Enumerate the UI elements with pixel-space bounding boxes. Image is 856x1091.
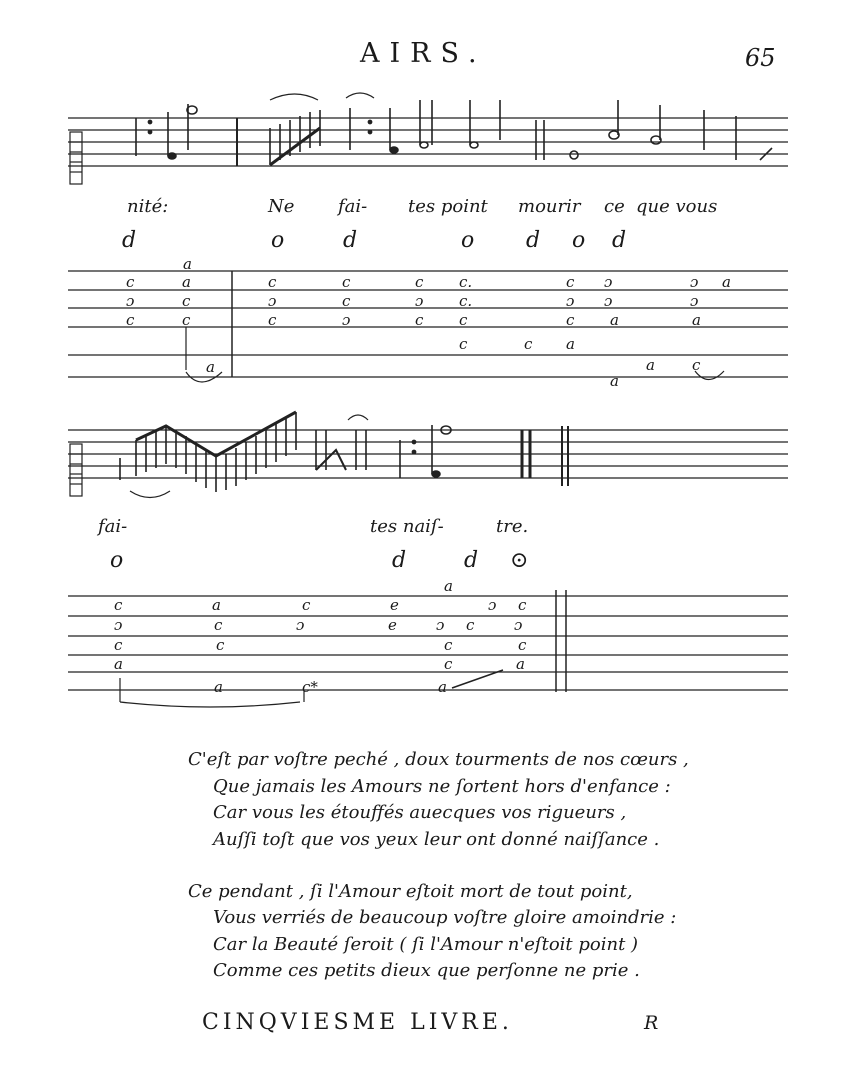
tab-letter: c <box>415 273 424 291</box>
poem-line: Car vous les étouffés auecques vos rigueurs , <box>213 802 627 823</box>
page-number: 65 <box>745 44 776 72</box>
rhythm-sign: o <box>110 548 124 573</box>
tab-letter: ɔ <box>268 292 277 310</box>
tab-letter: c <box>114 636 123 654</box>
tab-letter: e <box>390 596 399 614</box>
tab-letter: c <box>114 596 123 614</box>
tab-letter: ɔ <box>296 616 305 634</box>
tab-letter: a <box>214 678 223 696</box>
tab-letter: c <box>126 273 135 291</box>
tab-letter: c <box>182 292 191 310</box>
tab-letter: c <box>524 335 533 353</box>
lyric-syllable: mourir <box>518 196 581 217</box>
tab-letter: c <box>566 311 575 329</box>
signature-mark: R <box>644 1012 659 1034</box>
tab-letter: ɔ <box>514 616 523 634</box>
tab-letter: ɔ <box>126 292 135 310</box>
rhythm-sign: d <box>122 228 137 253</box>
rhythm-sign: o <box>271 228 285 253</box>
tab-letter: ɔ <box>604 292 613 310</box>
footer-book-title: CINQVIESME LIVRE. <box>202 1010 513 1035</box>
tab-letter: ɔ <box>436 616 445 634</box>
tab-letter: a <box>444 577 453 595</box>
tab-letter: c <box>466 616 475 634</box>
rhythm-sign: d <box>343 228 358 253</box>
tab-letter: a <box>206 358 215 376</box>
tab-letter: a <box>516 655 525 673</box>
tab-letter: c <box>268 311 277 329</box>
tab-letter: c <box>342 292 351 310</box>
tab-letter: a <box>692 311 701 329</box>
tab-letter: c <box>444 655 453 673</box>
tab-letter: a <box>610 311 619 329</box>
tab-letter: ɔ <box>114 616 123 634</box>
tab-letter: ɔ <box>690 273 699 291</box>
tab-letter: c <box>214 616 223 634</box>
tab-letter: c <box>126 311 135 329</box>
poem-line: Que jamais les Amours ne ſortent hors d'enfance : <box>213 776 671 797</box>
tab-letter: c <box>518 636 527 654</box>
tab-letter: a <box>722 273 731 291</box>
tab-letter: ɔ <box>604 273 613 291</box>
poem-line: C'eſt par voſtre peché , doux tourments de nos cœurs , <box>188 749 689 770</box>
tab-letter: c. <box>459 273 473 291</box>
fermata-sign: ⊙ <box>510 548 529 573</box>
poem-line: Car la Beauté ſeroit ( ſi l'Amour n'eſtoit point ) <box>213 934 639 955</box>
lyric-syllable: fai- <box>98 516 128 537</box>
tab-letter: c <box>415 311 424 329</box>
tab-letter: a <box>182 273 191 291</box>
tab-letter: ɔ <box>690 292 699 310</box>
tab-letter: c. <box>459 292 473 310</box>
tab-letter: a <box>646 356 655 374</box>
tab-letter: c <box>302 596 311 614</box>
lyric-syllable: tes naiſ- <box>370 516 444 537</box>
tab-letter: a <box>114 655 123 673</box>
lyric-syllable: Ne <box>268 196 295 217</box>
rhythm-sign: o <box>461 228 475 253</box>
lyric-syllable: tre. <box>496 516 529 537</box>
poem-line: Auſſi toſt que vos yeux leur ont donné naiſſance . <box>213 829 660 850</box>
rhythm-sign: d <box>392 548 407 573</box>
tab-letter: c <box>459 335 468 353</box>
tab-letter: a <box>566 335 575 353</box>
tab-letter: c <box>444 636 453 654</box>
tab-letter: ɔ <box>566 292 575 310</box>
tab-letter: ɔ <box>488 596 497 614</box>
poem-line: Vous verriés de beaucoup voſtre gloire amoindrie : <box>213 907 677 928</box>
tab-letter: e <box>388 616 397 634</box>
rhythm-sign: o <box>572 228 586 253</box>
tab-letter: a <box>212 596 221 614</box>
tab-letter: c* <box>302 678 318 696</box>
lyric-syllable: nité: <box>127 196 169 217</box>
tab-letter: c <box>182 311 191 329</box>
tab-letter: c <box>268 273 277 291</box>
tab-letter: c <box>692 356 701 374</box>
page-header-title: AIRS. <box>360 38 487 69</box>
lyric-syllable: ce <box>604 196 625 217</box>
tab-letter: c <box>518 596 527 614</box>
tab-letter: c <box>459 311 468 329</box>
lyric-syllable: tes point <box>408 196 488 217</box>
tab-letter: c <box>216 636 225 654</box>
tab-letter: c <box>342 273 351 291</box>
tab-letter: a <box>438 678 447 696</box>
rhythm-sign: d <box>612 228 627 253</box>
poem-line: Comme ces petits dieux que perſonne ne prie . <box>213 960 640 981</box>
tab-letter: ɔ <box>342 311 351 329</box>
poem-line: Ce pendant , ſi l'Amour eſtoit mort de tout point, <box>188 881 633 902</box>
rhythm-sign: d <box>464 548 479 573</box>
tab-letter: ɔ <box>415 292 424 310</box>
rhythm-sign: d <box>526 228 541 253</box>
lyric-syllable: que vous <box>636 196 718 217</box>
tab-letter: a <box>183 255 192 273</box>
lyric-syllable: fai- <box>338 196 368 217</box>
tab-letter: a <box>610 372 619 390</box>
tab-letter: c <box>566 273 575 291</box>
